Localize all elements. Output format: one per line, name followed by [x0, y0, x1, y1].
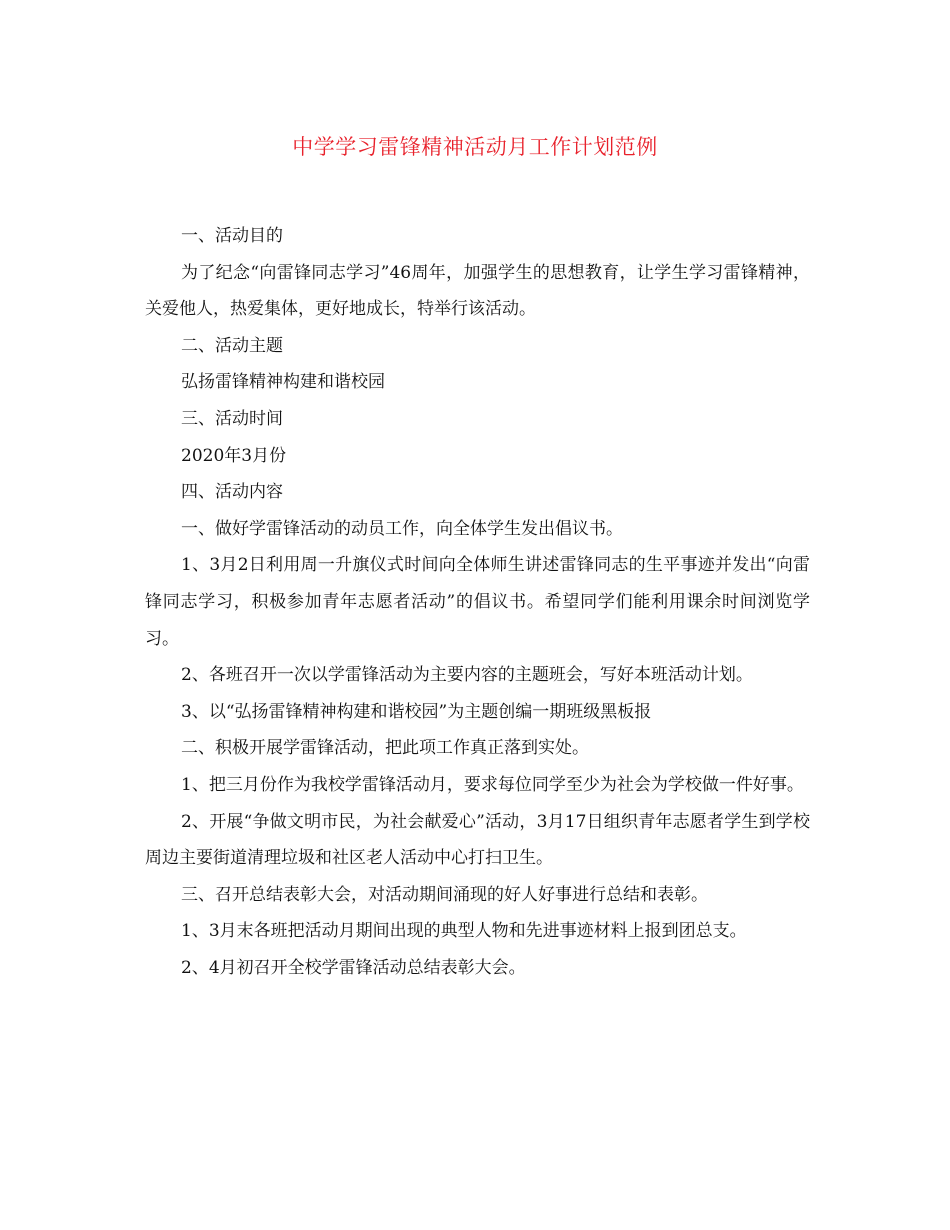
subsection-heading-activities: 二、积极开展学雷锋活动，把此项工作真正落到实处。 [181, 738, 589, 759]
document-body [145, 218, 810, 986]
paragraph-theme: 弘扬雷锋精神构建和谐校园 [181, 372, 385, 393]
list-item: 2、4月初召开全校学雷锋活动总结表彰大会。 [181, 957, 526, 978]
document-title: 中学学习雷锋精神活动月工作计划范例 [292, 135, 658, 159]
section-heading-theme: 二、活动主题 [181, 335, 283, 356]
list-item: 3、以“弘扬雷锋精神构建和谐校园”为主题创编一期班级黑板报 [181, 701, 652, 722]
section-heading-content: 四、活动内容 [181, 482, 283, 503]
list-item: 1、3月末各班把活动月期间出现的典型人物和先进事迹材料上报到团总支。 [181, 921, 747, 942]
paragraph-purpose: 为了纪念“向雷锋同志学习”46周年，加强学生的思想教育，让学生学习雷锋精神，关爱他人，热爱集体，更好地成长，特举行该活动。 [145, 262, 810, 320]
list-item: 1、3月2日利用周一升旗仪式时间向全体师生讲述雷锋同志的生平事迹并发出“向雷锋同志学习，积极参加青年志愿者活动”的倡议书。希望同学们能利用课余时间浏览学习。 [145, 555, 810, 649]
paragraph-time: 2020年3月份 [181, 445, 287, 466]
subsection-heading-summary: 三、召开总结表彰大会，对活动期间涌现的好人好事进行总结和表彰。 [181, 884, 708, 905]
list-item: 2、开展“争做文明市民，为社会献爱心”活动，3月17日组织青年志愿者学生到学校周边主要街道清理垃圾和社区老人活动中心打扫卫生。 [145, 811, 810, 869]
section-heading-purpose: 一、活动目的 [181, 226, 283, 246]
list-item: 1、把三月份作为我校学雷锋活动月，要求每位同学至少为社会为学校做一件好事。 [181, 774, 804, 795]
section-heading-time: 三、活动时间 [181, 408, 283, 429]
subsection-heading-mobilize: 一、做好学雷锋活动的动员工作，向全体学生发出倡议书。 [181, 518, 623, 539]
list-item: 2、各班召开一次以学雷锋活动为主要内容的主题班会，写好本班活动计划。 [181, 665, 753, 686]
